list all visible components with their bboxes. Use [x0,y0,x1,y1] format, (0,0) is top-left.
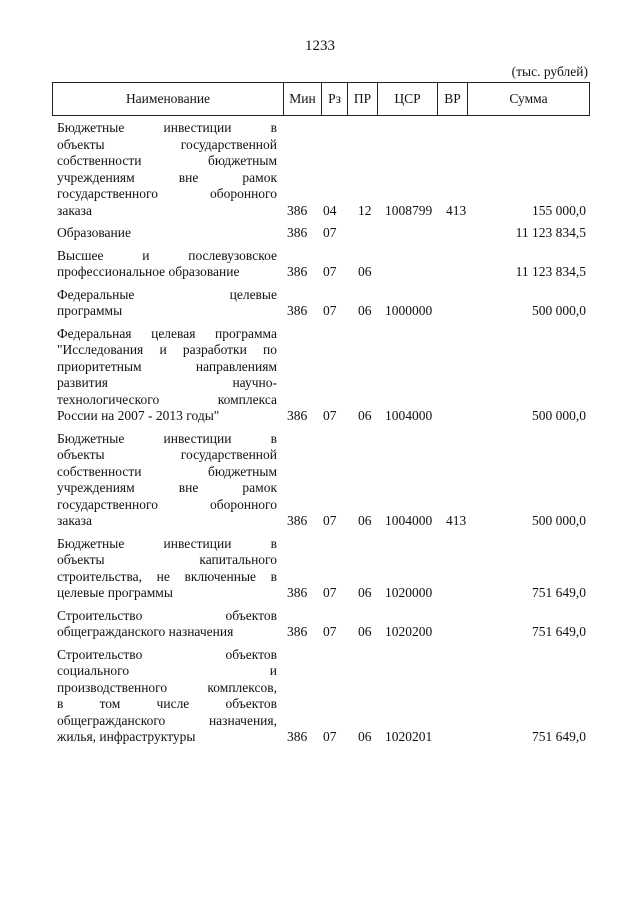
cell-sum: 11 123 834,5 [515,264,586,279]
row-codes [57,408,589,425]
cell-csr: 1020000 [385,585,433,600]
header-pr: ПР [347,83,377,115]
row-name-line: учреждениям вне рамок [57,169,277,185]
cell-pr: 06 [358,513,372,528]
cell-sum: 11 123 834,5 [515,225,586,240]
table-row [57,248,589,281]
cell-sum: 500 000,0 [532,303,586,318]
cell-rz: 07 [323,264,337,279]
row-name-line: развития научно- [57,375,277,390]
cell-rz: 07 [323,303,337,318]
cell-rz: 07 [323,624,337,639]
row-name-line: Федеральные целевые [57,286,277,302]
row-name-line: учреждениям вне рамок [57,480,277,495]
row-name-line: Бюджетные инвестиции в [57,535,277,551]
row-name-line: приоритетным направлениям [57,358,277,374]
cell-csr: 1000000 [385,303,433,318]
cell-csr: 1008799 [385,202,433,218]
row-name-line: социального и [57,663,277,678]
table-row [57,608,589,641]
row-name-line: "Исследования и разработки по [57,342,277,357]
table-row [57,120,589,219]
row-name-line: профессиональное образование [57,264,240,279]
cell-min: 386 [287,513,308,528]
cell-min: 386 [287,585,308,600]
row-codes [57,585,589,602]
units-label: (тыс. рублей) [511,64,588,79]
cell-sum: 500 000,0 [532,408,586,423]
header-sum: Сумма [467,83,589,115]
cell-pr: 06 [358,303,372,318]
cell-rz: 04 [323,202,337,218]
cell-csr: 1020200 [385,624,433,639]
cell-rz: 07 [323,585,337,600]
cell-sum: 500 000,0 [532,513,586,528]
cell-rz: 07 [323,225,337,240]
cell-min: 386 [287,264,308,279]
header-vr: ВР [437,83,467,115]
table-row [57,287,589,320]
cell-vr: 413 [446,513,467,528]
table-body [57,120,589,752]
table-row [57,536,589,602]
row-name-line: государственного оборонного [57,496,277,512]
row-codes [57,225,589,242]
row-name-line: производственного комплексов, [57,679,277,695]
cell-min: 386 [287,225,308,240]
cell-min: 386 [287,408,308,423]
row-name-line: заказа [57,202,92,218]
row-name-line: Федеральная целевая программа [57,325,277,341]
row-name-line: Высшее и послевузовское [57,247,277,263]
cell-min: 386 [287,624,308,639]
cell-pr: 06 [358,729,372,744]
cell-pr: 06 [358,624,372,639]
cell-sum: 751 649,0 [532,729,586,744]
row-name-line: собственности бюджетным [57,463,277,479]
row-name-line: жилья, инфраструктуры [57,729,196,744]
cell-min: 386 [287,202,308,218]
cell-rz: 07 [323,729,337,744]
cell-pr: 06 [358,408,372,423]
cell-rz: 07 [323,513,337,528]
table-row [57,326,589,425]
row-codes [57,303,589,320]
header-min: Мин [283,83,321,115]
row-name-line: Строительство объектов [57,646,277,662]
cell-pr: 12 [358,202,372,218]
cell-csr: 1004000 [385,513,433,528]
cell-csr: 1004000 [385,408,433,423]
row-name-line: технологического комплекса [57,391,277,407]
row-name-line: объекты капитального [57,552,277,567]
cell-sum: 751 649,0 [532,624,586,639]
row-name-line: программы [57,303,123,318]
row-name-line: в том числе объектов [57,696,277,711]
row-name-line: России на 2007 - 2013 годы" [57,408,220,423]
row-name-line: собственности бюджетным [57,153,277,168]
cell-min: 386 [287,729,308,744]
row-name-line: объекты государственной [57,136,277,152]
page-number: 1233 [305,38,335,54]
cell-sum: 155 000,0 [532,202,586,218]
row-name-line: государственного оборонного [57,186,277,201]
row-name-line: Бюджетные инвестиции в [57,430,277,446]
table-row [57,225,589,242]
row-name-line: объекты государственной [57,447,277,462]
row-name-line: строительства, не включенные в [57,568,277,584]
row-name-line: Бюджетные инвестиции в [57,120,277,135]
header-name: Наименование [125,91,211,106]
row-name-line: Строительство объектов [57,607,277,623]
row-name-line: общегражданского назначения [57,624,234,639]
row-codes [57,264,589,281]
cell-min: 386 [287,303,308,318]
row-name-line: заказа [57,513,92,528]
cell-csr: 1020201 [385,729,433,744]
header-csr: ЦСР [377,83,437,115]
table-row [57,431,589,530]
cell-sum: 751 649,0 [532,585,586,600]
cell-pr: 06 [358,585,372,600]
row-name-line: целевые программы [57,585,173,600]
cell-vr: 413 [446,202,467,218]
cell-rz: 07 [323,408,337,423]
row-name-line: Образование [57,225,131,240]
row-codes [57,513,589,530]
row-codes [57,203,589,220]
table-header [52,82,590,116]
table-row [57,647,589,746]
header-rz: Рз [321,83,347,115]
row-codes [57,624,589,641]
cell-pr: 06 [358,264,372,279]
row-name-line: общегражданского назначения, [57,712,277,728]
row-codes [57,729,589,746]
